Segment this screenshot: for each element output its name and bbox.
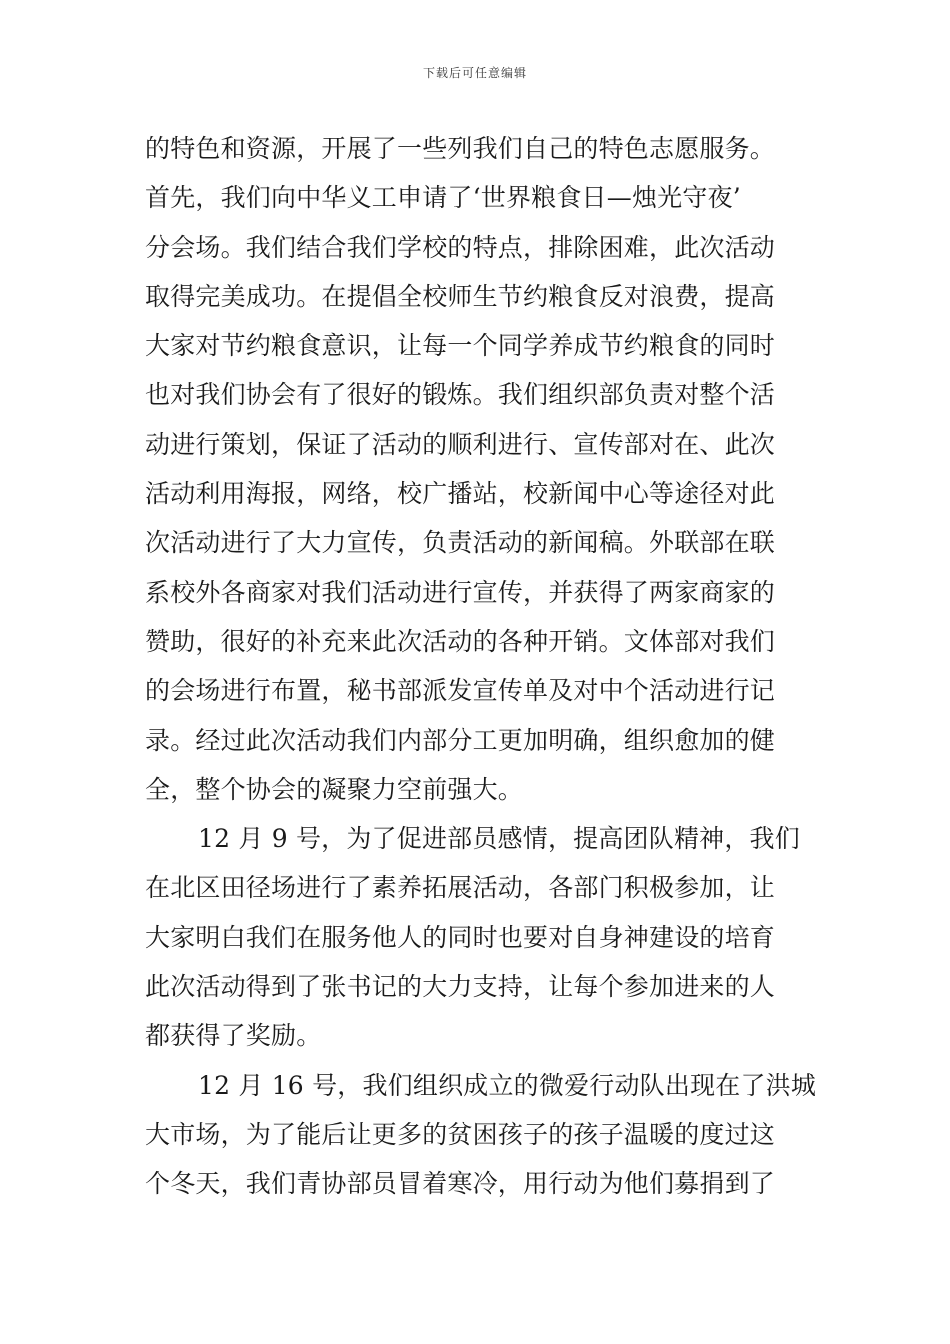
text-line: 此次活动得到了张书记的大力支持，让每个参加进来的人	[145, 972, 776, 1002]
paragraph-1	[145, 124, 810, 814]
text-line: 个冬天，我们青协部员冒着寒冷，用行动为他们募捐到了	[145, 1169, 776, 1199]
text-line: 分会场。我们结合我们学校的特点，排除困难，此次活动	[145, 232, 776, 262]
body-text	[145, 124, 817, 1209]
text-line: 都获得了奖励。	[145, 1021, 322, 1051]
text-line: 12 月 16 号，我们组织成立的微爱行动队出现在了洪城	[198, 1070, 817, 1100]
text-line: 取得完美成功。在提倡全校师生节约粮食反对浪费，提高	[145, 281, 776, 311]
text-line: 首先，我们向中华义工申请了‘世界粮食日—烛光守夜’	[145, 183, 741, 213]
paragraph-3	[145, 1061, 817, 1209]
text-line: 赞助，很好的补充来此次活动的各种开销。文体部对我们	[145, 626, 776, 656]
text-line: 动进行策划，保证了活动的顺利进行、宣传部对在、此次	[145, 429, 776, 459]
text-line: 全，整个协会的凝聚力空前强大。	[145, 774, 524, 804]
paragraph-2	[145, 814, 810, 1060]
text-line: 的会场进行布置，秘书部派发宣传单及对中个活动进行记	[145, 676, 776, 706]
text-line: 录。经过此次活动我们内部分工更加明确，组织愈加的健	[145, 725, 776, 755]
text-line: 次活动进行了大力宣传，负责活动的新闻稿。外联部在联	[145, 528, 776, 558]
text-line: 的特色和资源，开展了一些列我们自己的特色志愿服务。	[145, 134, 776, 163]
text-line: 活动利用海报，网络，校广播站，校新闻中心等途径对此	[145, 479, 776, 509]
text-line: 大家明白我们在服务他人的同时也要对自身神建设的培育	[145, 922, 776, 952]
text-line: 也对我们协会有了很好的锻炼。我们组织部负责对整个活	[145, 380, 776, 410]
text-line: 12 月 9 号，为了促进部员感情，提高团队精神，我们	[198, 824, 800, 854]
text-line: 大市场，为了能后让更多的贫困孩子的孩子温暖的度过这	[145, 1119, 776, 1149]
text-line: 系校外各商家对我们活动进行宣传，并获得了两家商家的	[145, 577, 776, 607]
text-line: 大家对节约粮食意识，让每一个同学养成节约粮食的同时	[145, 331, 776, 361]
header-note: 下载后可任意编辑	[422, 66, 527, 80]
text-line: 在北区田径场进行了素养拓展活动，各部门积极参加，让	[145, 873, 776, 903]
